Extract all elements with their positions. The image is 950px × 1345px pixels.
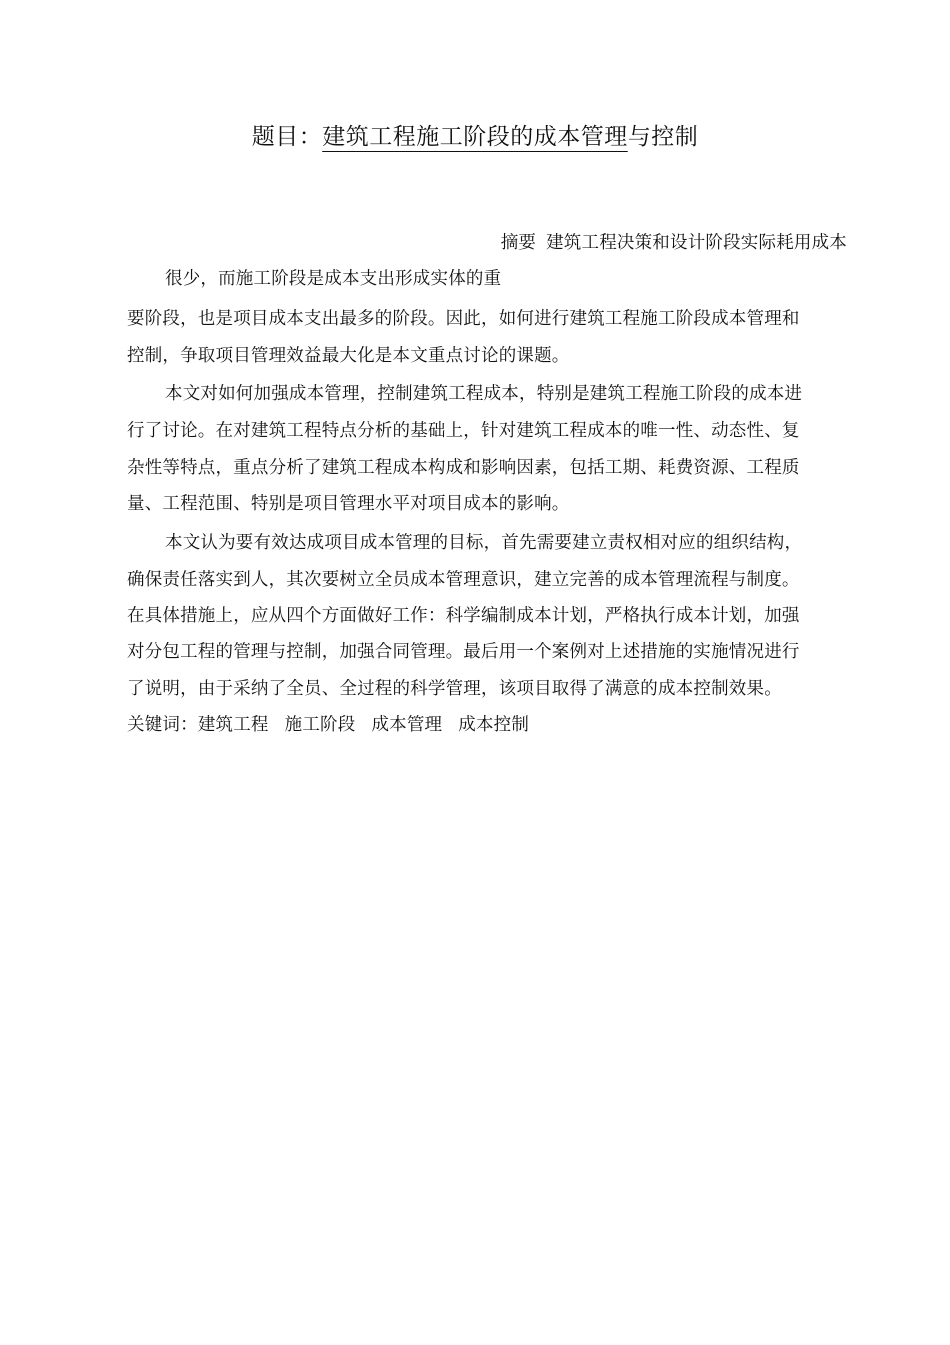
title-prefix: 题目：: [251, 124, 323, 150]
keyword: 成本管理: [371, 715, 443, 735]
document-title: [0, 118, 950, 151]
abstract-line: 了说明，由于采纳了全员、全过程的科学管理，该项目取得了满意的成本控制效果。: [127, 679, 782, 699]
abstract-line: 要阶段，也是项目成本支出最多的阶段。因此，如何进行建筑工程施工阶段成本管理和: [127, 309, 800, 329]
keywords-line: [127, 711, 529, 736]
keywords-label: 关键词：: [127, 715, 198, 735]
abstract-line: 对分包工程的管理与控制，加强合同管理。最后用一个案例对上述措施的实施情况进行: [127, 642, 800, 662]
title-suffix: 与控制: [627, 124, 699, 150]
keyword: 施工阶段: [284, 715, 356, 735]
abstract-first-line: [501, 229, 847, 254]
keyword: 成本控制: [458, 715, 530, 735]
abstract-line: 确保责任落实到人，其次要树立全员成本管理意识，建立完善的成本管理流程与制度。: [127, 570, 800, 590]
abstract-line: 建筑工程决策和设计阶段实际耗用成本: [546, 233, 847, 253]
abstract-line: 很少，而施工阶段是成本支出形成实体的重: [165, 269, 502, 289]
abstract-line: 本文认为要有效达成项目成本管理的目标，首先需要建立责权相对应的组织结构，: [165, 533, 803, 553]
abstract-line: 本文对如何加强成本管理，控制建筑工程成本，特别是建筑工程施工阶段的成本进: [165, 384, 803, 404]
abstract-label: 摘要: [500, 233, 537, 253]
abstract-line: 杂性等特点，重点分析了建筑工程成本构成和影响因素，包括工期、耗费资源、工程质: [127, 458, 800, 478]
keyword: 建筑工程: [197, 715, 269, 735]
abstract-line: 行了讨论。在对建筑工程特点分析的基础上，针对建筑工程成本的唯一性、动态性、复: [127, 421, 800, 441]
abstract-line: 控制，争取项目管理效益最大化是本文重点讨论的课题。: [127, 346, 570, 366]
title-underlined-text: 建筑工程施工阶段的成本管理: [322, 124, 628, 150]
abstract-line: 在具体措施上，应从四个方面做好工作：科学编制成本计划，严格执行成本计划，加强: [127, 606, 800, 626]
abstract-line: 量、工程范围、特别是项目管理水平对项目成本的影响。: [127, 494, 570, 514]
